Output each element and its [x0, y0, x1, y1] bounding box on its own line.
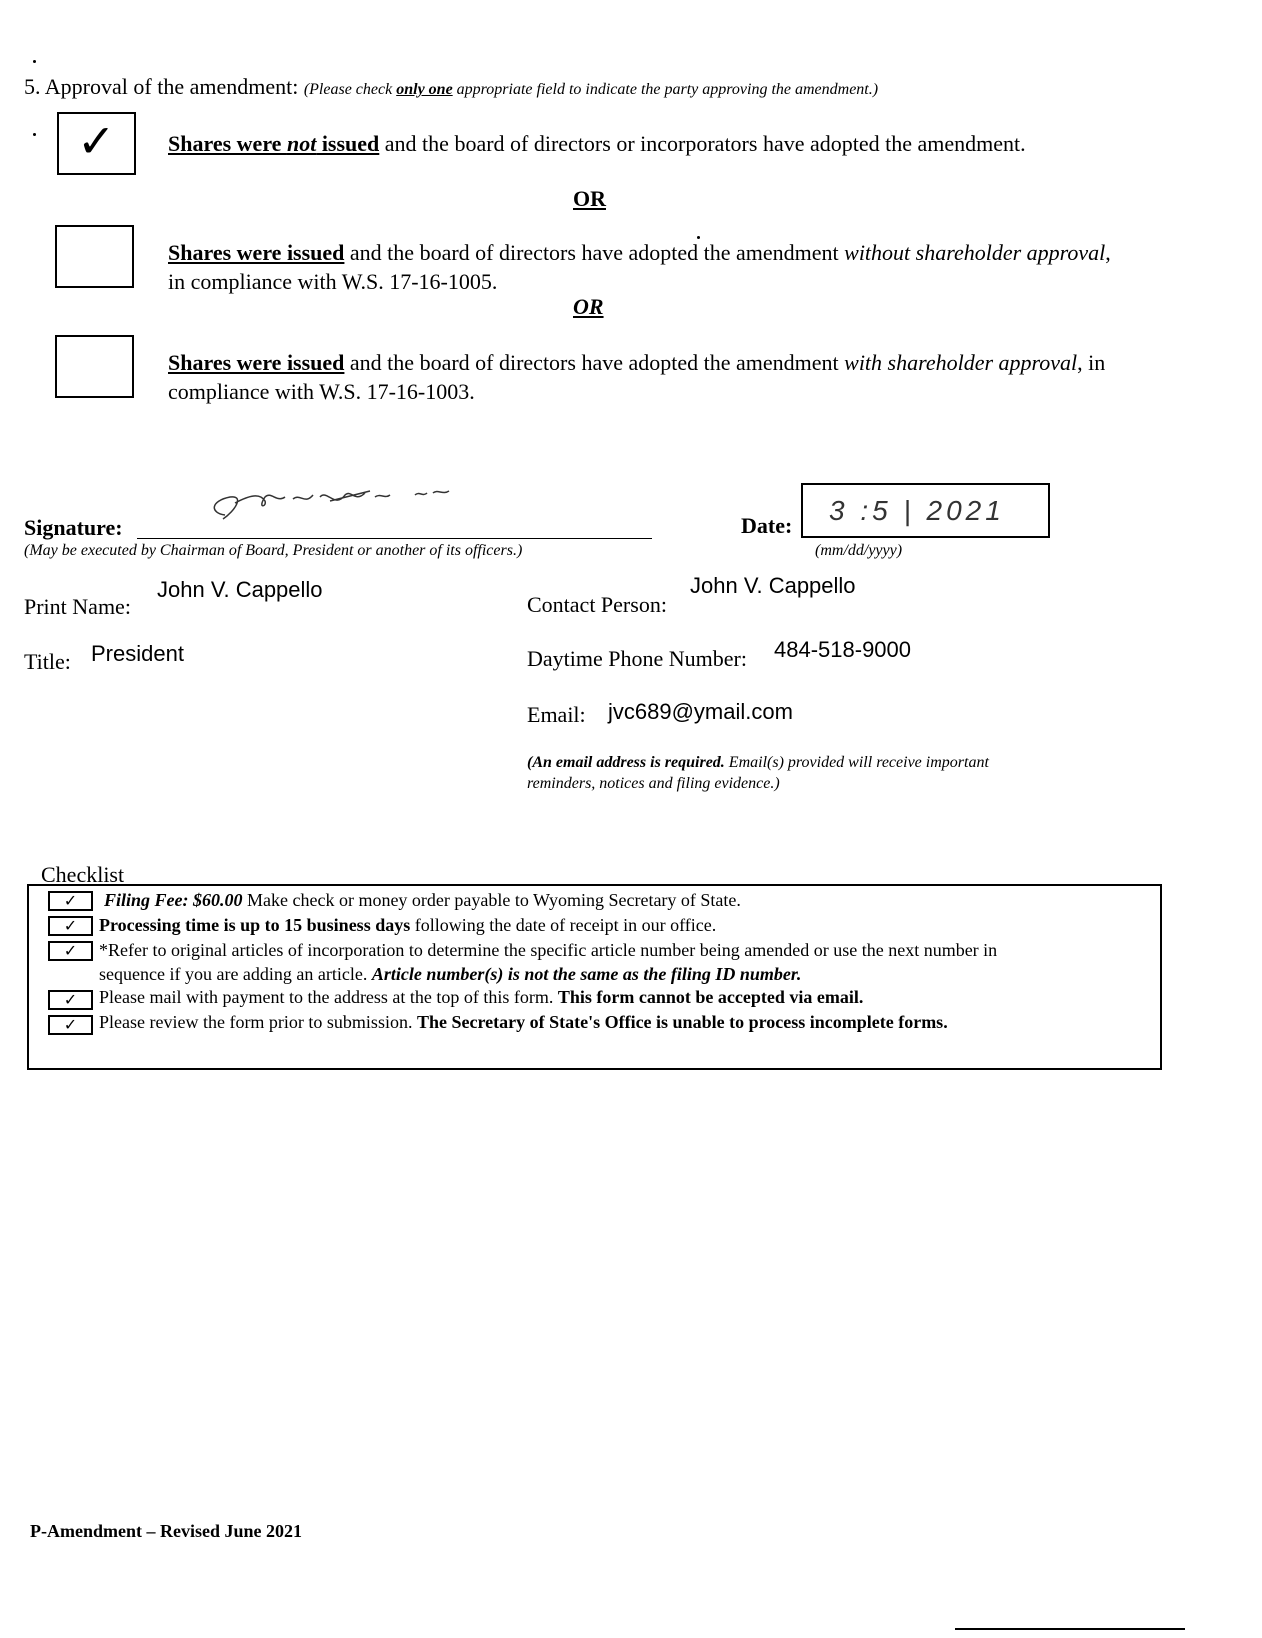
option-3-text: Shares were issued and the board of directors have adopted the amendment with shareholder approval, in compliance with W.S. 17-16-1003. — [168, 350, 1106, 404]
checklist-box-filing-fee[interactable] — [48, 891, 93, 911]
checklist-item-processing: Processing time is up to 15 business days following the date of receipt in our office. — [99, 915, 717, 935]
date-format: (mm/dd/yyyy) — [815, 542, 903, 559]
check-icon: ✓ — [63, 916, 78, 935]
form-revision-footer: P-Amendment – Revised June 2021 — [30, 1521, 302, 1541]
checklist-title: Checklist — [41, 862, 125, 887]
date-value: 3 :5 | 2021 — [829, 495, 1005, 526]
checklist-item-article-number: *Refer to original articles of incorporation to determine the specific article number being amended or use the next number in sequence if you are adding an article. Article number(s) is not the same as the filing ID number. — [99, 940, 998, 984]
date-field[interactable] — [801, 483, 1050, 538]
section-label: 5. Approval of the amendment: — [24, 74, 299, 99]
checklist-item-review-form: Please review the form prior to submission. The Secretary of State's Office is unable to process incomplete forms. — [99, 1012, 948, 1032]
signature-note: (May be executed by Chairman of Board, President or another of its officers.) — [24, 542, 523, 559]
section-instruction: (Please check only one appropriate field to indicate the party approving the amendment.) — [303, 81, 879, 98]
scan-speck — [33, 133, 36, 136]
title-label: Title: — [24, 649, 71, 674]
check-icon: ✓ — [63, 891, 78, 910]
checklist-box-article-number[interactable] — [48, 941, 93, 961]
check-icon: ✓ — [77, 115, 116, 167]
print-name-label: Print Name: — [24, 594, 131, 619]
checklist-box-mail-payment[interactable] — [48, 990, 93, 1010]
checklist-box-review-form[interactable] — [48, 1015, 93, 1035]
or-separator: OR — [573, 294, 604, 319]
email-value[interactable]: jvc689@ymail.com — [608, 699, 793, 724]
scan-speck — [33, 60, 36, 63]
contact-person-value[interactable]: John V. Cappello — [690, 573, 856, 598]
option-1-checkbox[interactable] — [57, 112, 136, 175]
check-icon: ✓ — [63, 1015, 78, 1034]
signature-line[interactable] — [137, 538, 652, 539]
option-3-checkbox[interactable] — [55, 335, 134, 398]
check-icon: ✓ — [63, 990, 78, 1009]
option-2-text: Shares were issued and the board of directors have adopted the amendment without shareholder approval, in compliance with W.S. 17-16-1005. — [168, 240, 1111, 294]
date-label: Date: — [741, 513, 793, 538]
email-label: Email: — [527, 702, 586, 727]
check-icon: ✓ — [63, 941, 78, 960]
email-note: (An email address is required. Email(s) provided will receive important reminders, notices and filing evidence.) — [527, 754, 989, 792]
checklist-item-filing-fee: Filing Fee: $60.00 Make check or money order payable to Wyoming Secretary of State. — [104, 890, 741, 910]
contact-person-label: Contact Person: — [527, 592, 667, 617]
title-value[interactable]: President — [91, 641, 184, 666]
phone-value[interactable]: 484-518-9000 — [774, 637, 912, 662]
checklist-item-mail-payment: Please mail with payment to the address at the top of this form. This form cannot be accepted via email. — [99, 987, 864, 1007]
phone-label: Daytime Phone Number: — [527, 646, 747, 671]
option-2-checkbox[interactable] — [55, 225, 134, 288]
signature-label: Signature: — [24, 515, 123, 540]
print-name-value[interactable]: John V. Cappello — [157, 577, 323, 602]
handwritten-signature — [205, 483, 465, 533]
or-separator: OR — [573, 186, 606, 211]
option-1-text: Shares were not issued and the board of directors or incorporators have adopted the amendment. — [168, 131, 1026, 156]
page-edge-line — [955, 1628, 1185, 1630]
checklist-box-processing[interactable] — [48, 916, 93, 936]
section-heading — [24, 74, 878, 100]
